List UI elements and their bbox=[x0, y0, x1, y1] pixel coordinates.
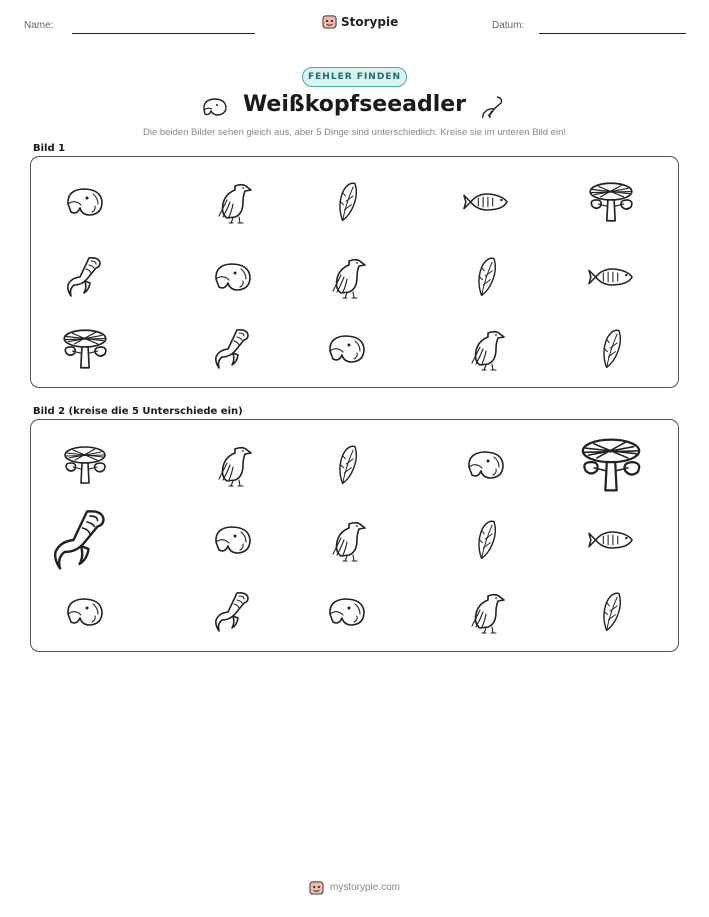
picture2-feather-icon[interactable] bbox=[327, 443, 367, 487]
picture1-fish-icon bbox=[463, 187, 509, 217]
date-label: Datum: bbox=[492, 20, 525, 31]
picture2-nest-tree-icon[interactable] bbox=[577, 434, 645, 496]
picture1-label: Bild 1 bbox=[33, 143, 66, 154]
picture1-eagle-icon bbox=[327, 255, 367, 299]
picture2-fish-icon[interactable] bbox=[588, 525, 634, 555]
name-label: Name: bbox=[24, 20, 54, 31]
picture2-eagle-icon[interactable] bbox=[466, 590, 506, 634]
picture1-feather-icon bbox=[466, 255, 506, 299]
storypie-logo-icon bbox=[309, 880, 324, 895]
picture1-talon-icon bbox=[213, 327, 253, 371]
picture2-talon-icon[interactable] bbox=[49, 507, 113, 573]
picture1-panel bbox=[30, 156, 679, 388]
instructions: Die beiden Bilder sehen gleich aus, aber 5 Dinge sind unterschiedlich. Kreise sie im unteren Bild ein! bbox=[143, 127, 566, 138]
picture1-nest-tree-icon bbox=[586, 179, 636, 225]
picture1-eagle-icon bbox=[213, 180, 253, 224]
picture1-feather-icon bbox=[591, 327, 631, 371]
worksheet-title: Weißkopfseeadler bbox=[242, 92, 467, 117]
picture1-eagle-icon bbox=[466, 327, 506, 371]
picture2-eagle-head-icon[interactable] bbox=[327, 590, 367, 634]
storypie-logo-icon bbox=[322, 14, 337, 29]
brand-logo bbox=[322, 14, 398, 29]
picture2-talon-icon[interactable] bbox=[213, 590, 253, 634]
picture1-eagle-head-icon bbox=[327, 327, 367, 371]
brand-name: Storypie bbox=[341, 14, 399, 29]
date-line[interactable] bbox=[539, 33, 686, 34]
picture2-eagle-icon[interactable] bbox=[213, 443, 253, 487]
picture2-eagle-head-icon[interactable] bbox=[213, 518, 253, 562]
footer bbox=[0, 880, 709, 895]
picture2-eagle-head-icon[interactable] bbox=[466, 443, 506, 487]
name-line[interactable] bbox=[72, 33, 255, 34]
picture2-feather-icon[interactable] bbox=[591, 590, 631, 634]
picture2-eagle-head-icon[interactable] bbox=[65, 590, 105, 634]
picture1-fish-icon bbox=[588, 262, 634, 292]
picture1-eagle-head-icon bbox=[65, 180, 105, 224]
picture1-feather-icon bbox=[327, 180, 367, 224]
picture2-nest-tree-icon[interactable] bbox=[61, 443, 109, 487]
picture2-panel[interactable] bbox=[30, 419, 679, 652]
picture2-eagle-icon[interactable] bbox=[327, 518, 367, 562]
picture2-label: Bild 2 (kreise die 5 Unterschiede ein) bbox=[33, 406, 243, 417]
picture1-nest-tree-icon bbox=[60, 326, 110, 372]
picture1-talon-icon bbox=[65, 255, 105, 299]
footer-url: mystorypie.com bbox=[329, 882, 400, 893]
talon-icon bbox=[477, 94, 507, 120]
category-badge: FEHLER FINDEN bbox=[302, 67, 407, 87]
picture2-feather-icon[interactable] bbox=[466, 518, 506, 562]
picture1-eagle-head-icon bbox=[213, 255, 253, 299]
